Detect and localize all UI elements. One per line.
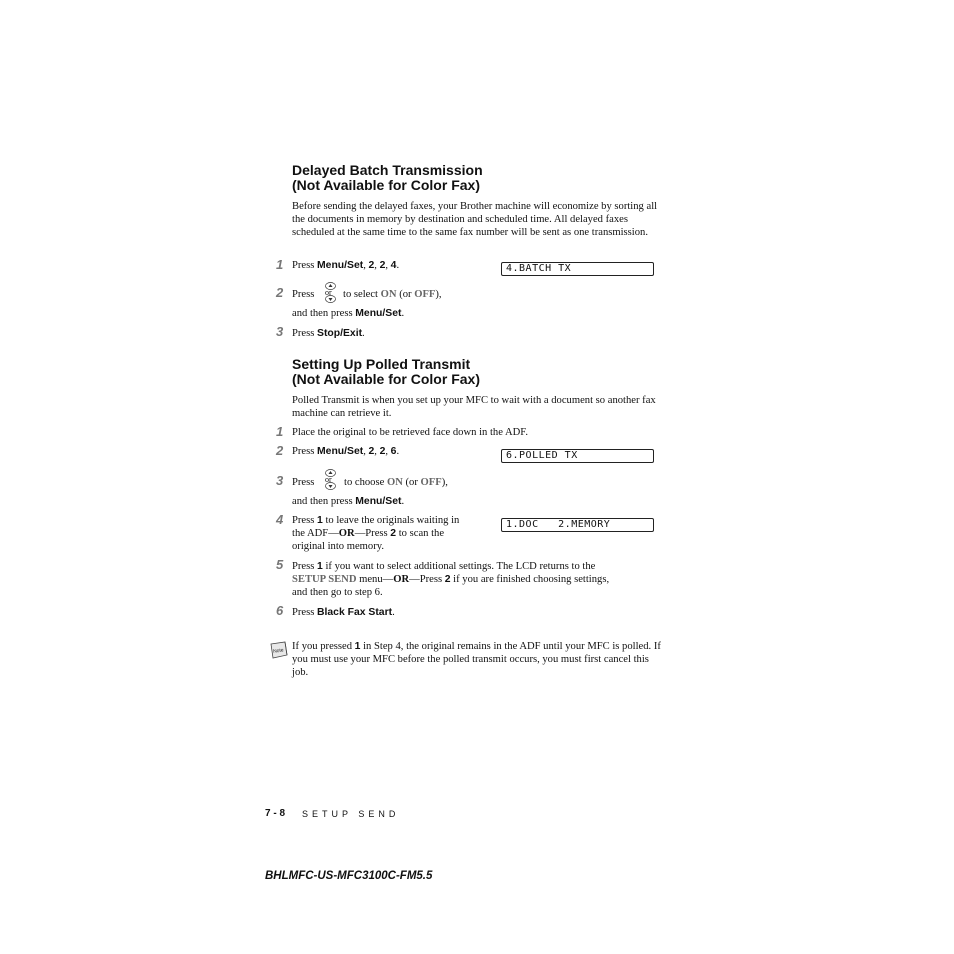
step-text-line2: and then press xyxy=(292,308,356,319)
end: . xyxy=(401,496,405,507)
sep: , xyxy=(363,260,369,271)
step-text xyxy=(292,606,395,619)
key: 1 xyxy=(317,561,323,572)
step-text xyxy=(344,476,448,489)
text: Press xyxy=(292,561,318,572)
step-text-press: Press xyxy=(292,328,318,339)
step-number: 1 xyxy=(276,424,284,439)
or-close: ), xyxy=(435,289,442,300)
step-text-press: Press xyxy=(292,607,318,618)
step-text xyxy=(292,514,492,554)
step-number: 4 xyxy=(276,512,284,527)
intro-paragraph: Polled Transmit is when you set up your MFC to wait with a document so another fax machine can retrieve it. xyxy=(292,395,656,420)
menu-set-key: Menu/Set xyxy=(355,496,402,507)
menu-set-key: Menu/Set xyxy=(317,260,364,271)
sep: , xyxy=(363,446,369,457)
or-open: (or xyxy=(396,289,415,300)
lcd-display: 1.DOC 2.MEMORY xyxy=(501,518,654,532)
text: if you are finished choosing settings, xyxy=(450,574,610,586)
key: 2 xyxy=(379,260,386,271)
step-text-press: Press xyxy=(292,260,318,271)
end: . xyxy=(396,260,400,271)
step-text-mid: to select xyxy=(343,289,381,300)
key: 2 xyxy=(379,446,386,457)
step-text-line2: and then press xyxy=(292,496,356,507)
text: to leave the originals waiting in xyxy=(322,515,460,526)
step-line xyxy=(292,573,667,586)
heading-line: (Not Available for Color Fax) xyxy=(292,371,480,387)
off-option: OFF xyxy=(420,477,442,488)
step-number: 5 xyxy=(276,557,284,572)
key: 4 xyxy=(390,260,397,271)
step-text xyxy=(292,476,314,489)
menu-set-key: Menu/Set xyxy=(317,446,364,457)
heading-line: Setting Up Polled Transmit xyxy=(292,356,471,372)
setup-send-menu: SETUP SEND xyxy=(292,574,357,586)
step-text: Place the original to be retrieved face down in the ADF. xyxy=(292,427,528,438)
lcd-display: 6.POLLED TX xyxy=(501,449,654,463)
heading-line: Delayed Batch Transmission xyxy=(292,162,483,178)
stop-exit-key: Stop/Exit xyxy=(317,328,363,339)
chapter-name: SETUP SEND xyxy=(302,809,400,819)
note-icon-label: Note xyxy=(272,647,285,655)
step-number: 6 xyxy=(276,603,284,618)
or-open: (or xyxy=(402,477,421,488)
step-text xyxy=(292,560,667,600)
sep: , xyxy=(374,446,380,457)
key: 2 xyxy=(368,446,375,457)
key: 2 xyxy=(390,528,397,540)
step-text-press: Press xyxy=(292,289,315,300)
step-line xyxy=(292,527,492,540)
text: —Press xyxy=(409,574,445,586)
key: 2 xyxy=(368,260,375,271)
on-option: ON xyxy=(380,289,397,300)
note-icon xyxy=(269,640,289,660)
step-line xyxy=(292,514,492,527)
key: 6 xyxy=(390,446,397,457)
or-close: ), xyxy=(441,477,448,488)
step-text xyxy=(292,288,314,301)
key: 1 xyxy=(354,641,361,652)
navigation-key-label: or xyxy=(325,288,332,297)
step-text-press: Press xyxy=(292,446,318,457)
step-line: and then go to step 6. xyxy=(292,587,383,599)
end: . xyxy=(392,607,395,618)
page-number: 7 - 8 xyxy=(265,808,286,819)
section-heading-polled xyxy=(292,357,480,387)
or-emphasis: OR xyxy=(393,574,410,586)
sep: , xyxy=(374,260,380,271)
end: . xyxy=(401,308,405,319)
section-heading-batch xyxy=(292,163,483,193)
lcd-display: 4.BATCH TX xyxy=(501,262,654,276)
step-text xyxy=(343,288,442,301)
step-number: 2 xyxy=(276,285,284,300)
note-text xyxy=(292,640,664,680)
text: menu— xyxy=(356,574,394,586)
text: —Press xyxy=(354,528,391,540)
text: to scan the xyxy=(396,528,445,540)
sep: , xyxy=(385,446,391,457)
menu-set-key: Menu/Set xyxy=(355,308,402,319)
text: if you want to select additional settings. The LCD returns to the xyxy=(322,561,596,572)
step-text xyxy=(292,259,399,272)
step-text xyxy=(292,495,404,508)
step-number: 2 xyxy=(276,443,284,458)
sep: , xyxy=(385,260,391,271)
key: 2 xyxy=(444,574,451,586)
heading-line: (Not Available for Color Fax) xyxy=(292,177,480,193)
step-line: original into memory. xyxy=(292,541,384,553)
end: . xyxy=(362,328,365,339)
step-text xyxy=(292,327,365,340)
key: 1 xyxy=(317,515,323,526)
text: Press xyxy=(292,515,318,526)
step-text-mid: to choose xyxy=(344,477,387,488)
document-id: BHLMFC-US-MFC3100C-FM5.5 xyxy=(265,870,433,882)
text: If you pressed xyxy=(292,641,355,652)
navigation-key-label: or xyxy=(325,475,332,484)
step-line xyxy=(292,560,667,573)
intro-paragraph: Before sending the delayed faxes, your Brother machine will economize by sorting all the documents in memory by destination and scheduled time. All delayed faxes scheduled at the same time to the same fax number will be sent as one transmission. xyxy=(292,201,658,239)
off-option: OFF xyxy=(414,289,436,300)
end: . xyxy=(396,446,400,457)
text: in Step 4, the original remains in the ADF until your MFC is polled. If you must use your MFC before the polled transmit occurs, you must first cancel this job. xyxy=(292,641,661,679)
step-number: 1 xyxy=(276,257,284,272)
step-text xyxy=(292,445,399,458)
step-number: 3 xyxy=(276,473,284,488)
step-number: 3 xyxy=(276,324,284,339)
on-option: ON xyxy=(386,477,403,488)
step-text xyxy=(292,307,404,320)
black-fax-start-key: Black Fax Start xyxy=(317,607,393,618)
text: the ADF— xyxy=(292,528,339,540)
step-text-press: Press xyxy=(292,477,315,488)
or-emphasis: OR xyxy=(338,528,355,540)
